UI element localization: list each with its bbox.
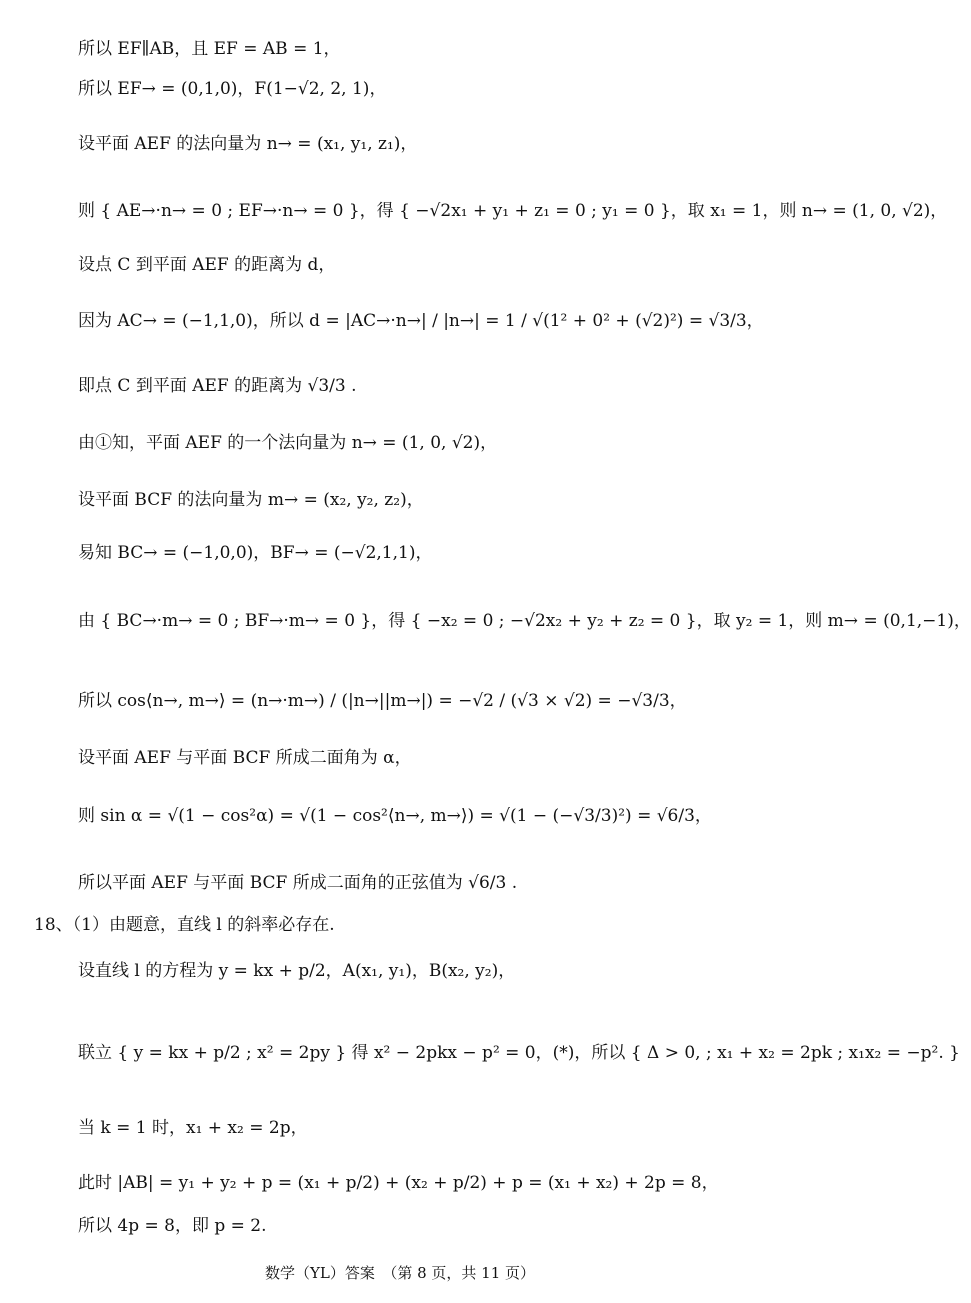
line-9: 设平面 BCF 的法向量为 m→ = (x₂, y₂, z₂)， (78, 490, 424, 510)
line-16: 18、（1）由题意，直线 l 的斜率必存在. (34, 915, 335, 935)
line-13: 设平面 AEF 与平面 BCF 所成二面角为 α， (78, 748, 412, 768)
line-7: 即点 C 到平面 AEF 的距离为 √3/3 . (78, 376, 357, 396)
line-17: 设直线 l 的方程为 y = kx + p/2，A(x₁, y₁)，B(x₂, y₂)， (78, 961, 516, 981)
line-15: 所以平面 AEF 与平面 BCF 所成二面角的正弦值为 √6/3 . (78, 873, 518, 893)
line-3: 设平面 AEF 的法向量为 n→ = (x₁, y₁, z₁)， (78, 134, 418, 154)
line-14: 则 sin α = √(1 − cos²α) = √(1 − cos²⟨n→, m→⟩) = √(1 − (−√3/3)²) = √6/3， (78, 806, 712, 826)
line-8: 由①知，平面 AEF 的一个法向量为 n→ = (1, 0, √2)， (78, 433, 498, 453)
line-11: 由 { BC→·m→ = 0 ; BF→·m→ = 0 }，得 { −x₂ = 0 ; −√2x₂ + y₂ + z₂ = 0 }，取 y₂ = 1，则 m→ = (0,1,−1)， (78, 611, 971, 631)
line-4: 则 { AE→·n→ = 0 ; EF→·n→ = 0 }，得 { −√2x₁ + y₁ + z₁ = 0 ; y₁ = 0 }，取 x₁ = 1，则 n→ = (1, 0, √2)， (78, 201, 948, 221)
line-1: 所以 EF∥AB，且 EF = AB = 1， (78, 39, 341, 59)
line-5: 设点 C 到平面 AEF 的距离为 d， (78, 255, 336, 275)
line-19: 当 k = 1 时，x₁ + x₂ = 2p， (78, 1118, 308, 1138)
line-12: 所以 cos⟨n→, m→⟩ = (n→·m→) / (|n→||m→|) = −√2 / (√3 × √2) = −√3/3， (78, 691, 687, 711)
line-21: 所以 4p = 8，即 p = 2. (78, 1216, 267, 1236)
line-6: 因为 AC→ = (−1,1,0)，所以 d = |AC→·n→| / |n→| = 1 / √(1² + 0² + (√2)²) = √3/3， (78, 311, 764, 331)
line-18: 联立 { y = kx + p/2 ; x² = 2py } 得 x² − 2pkx − p² = 0，(*)，所以 { Δ > 0, ; x₁ + x₂ = 2pk ; x₁x₂ = −p². } (78, 1043, 960, 1063)
page-footer: 数学（YL）答案 （第 8 页，共 11 页） (264, 1264, 536, 1282)
line-2: 所以 EF→ = (0,1,0)，F(1−√2, 2, 1)， (78, 79, 387, 99)
line-20: 此时 |AB| = y₁ + y₂ + p = (x₁ + p/2) + (x₂ + p/2) + p = (x₁ + x₂) + 2p = 8， (78, 1173, 719, 1193)
line-10: 易知 BC→ = (−1,0,0)，BF→ = (−√2,1,1)， (78, 543, 433, 563)
